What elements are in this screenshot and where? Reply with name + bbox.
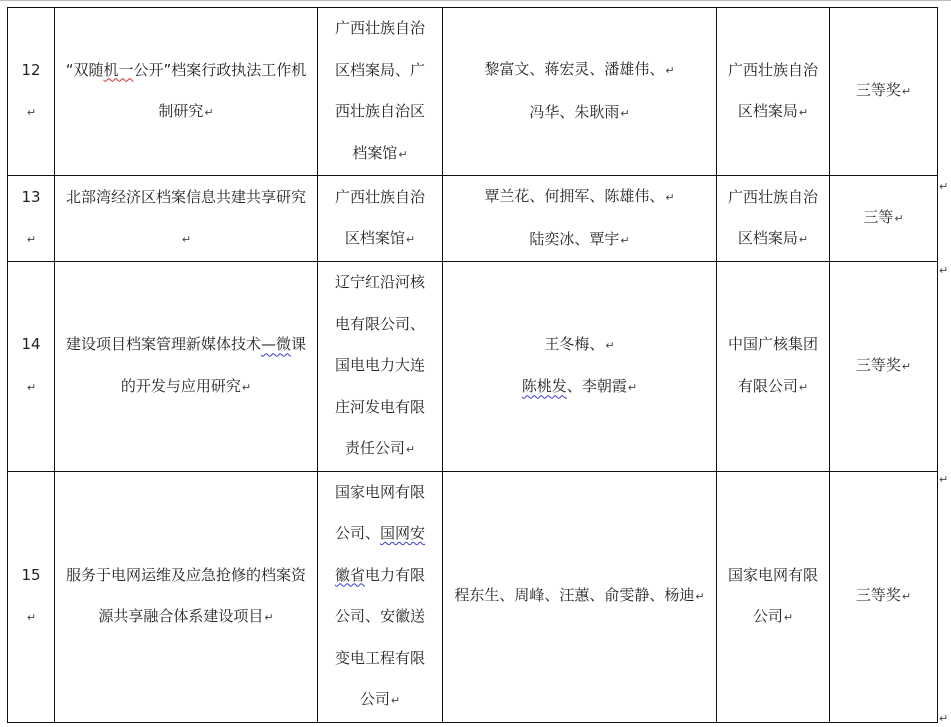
project-title: 北部湾经济区档案信息共建共享研究↵ — [55, 176, 318, 262]
table-row — [8, 262, 938, 472]
completing-unit: 广西壮族自治区档案馆↵ — [318, 176, 443, 262]
completing-unit: 广西壮族自治区档案局、广西壮族自治区档案馆↵ — [318, 8, 443, 176]
table-row — [8, 471, 938, 722]
row-end-mark: ↵ — [939, 180, 949, 193]
completing-unit: 辽宁红沿河核电有限公司、国电电力大连庄河发电有限责任公司↵ — [318, 262, 443, 472]
recommending-unit: 广西壮族自治区档案局↵ — [717, 8, 830, 176]
award-level: 三等奖↵ — [830, 262, 938, 472]
award-level: 三等奖↵ — [830, 8, 938, 176]
project-title: 服务于电网运维及应急抢修的档案资源共享融合体系建设项目↵ — [55, 471, 318, 722]
row-end-mark: ↵ — [939, 473, 949, 486]
row-end-mark: ↵ — [939, 712, 949, 725]
row-end-mark: ↵ — [939, 264, 949, 277]
row-number: 13↵ — [8, 176, 55, 262]
award-level: 三等↵ — [830, 176, 938, 262]
table-row — [8, 176, 938, 262]
award-table — [7, 7, 938, 723]
project-title: 建设项目档案管理新媒体技术—微课的开发与应用研究↵ — [55, 262, 318, 472]
completing-unit: 国家电网有限公司、国网安徽省电力有限公司、安徽送变电工程有限公司↵ — [318, 471, 443, 722]
row-number: 12↵ — [8, 8, 55, 176]
main-personnel: 覃兰花、何拥军、陈雄伟、↵ 陆奕冰、覃宇↵ — [443, 176, 717, 262]
recommending-unit: 中国广核集团有限公司↵ — [717, 262, 830, 472]
page-top-edge — [0, 0, 951, 1]
main-personnel: 程东生、周峰、汪蕙、俞雯静、杨迪↵ — [443, 471, 717, 722]
main-personnel: 黎富文、蒋宏灵、潘雄伟、↵ 冯华、朱耿雨↵ — [443, 8, 717, 176]
project-title: “双随机一公开”档案行政执法工作机制研究↵ — [55, 8, 318, 176]
table-row — [8, 8, 938, 176]
recommending-unit: 国家电网有限公司↵ — [717, 471, 830, 722]
recommending-unit: 广西壮族自治区档案局↵ — [717, 176, 830, 262]
row-number: 15↵ — [8, 471, 55, 722]
main-personnel: 王冬梅、↵ 陈桃发、李朝霞↵ — [443, 262, 717, 472]
award-level: 三等奖↵ — [830, 471, 938, 722]
row-number: 14↵ — [8, 262, 55, 472]
